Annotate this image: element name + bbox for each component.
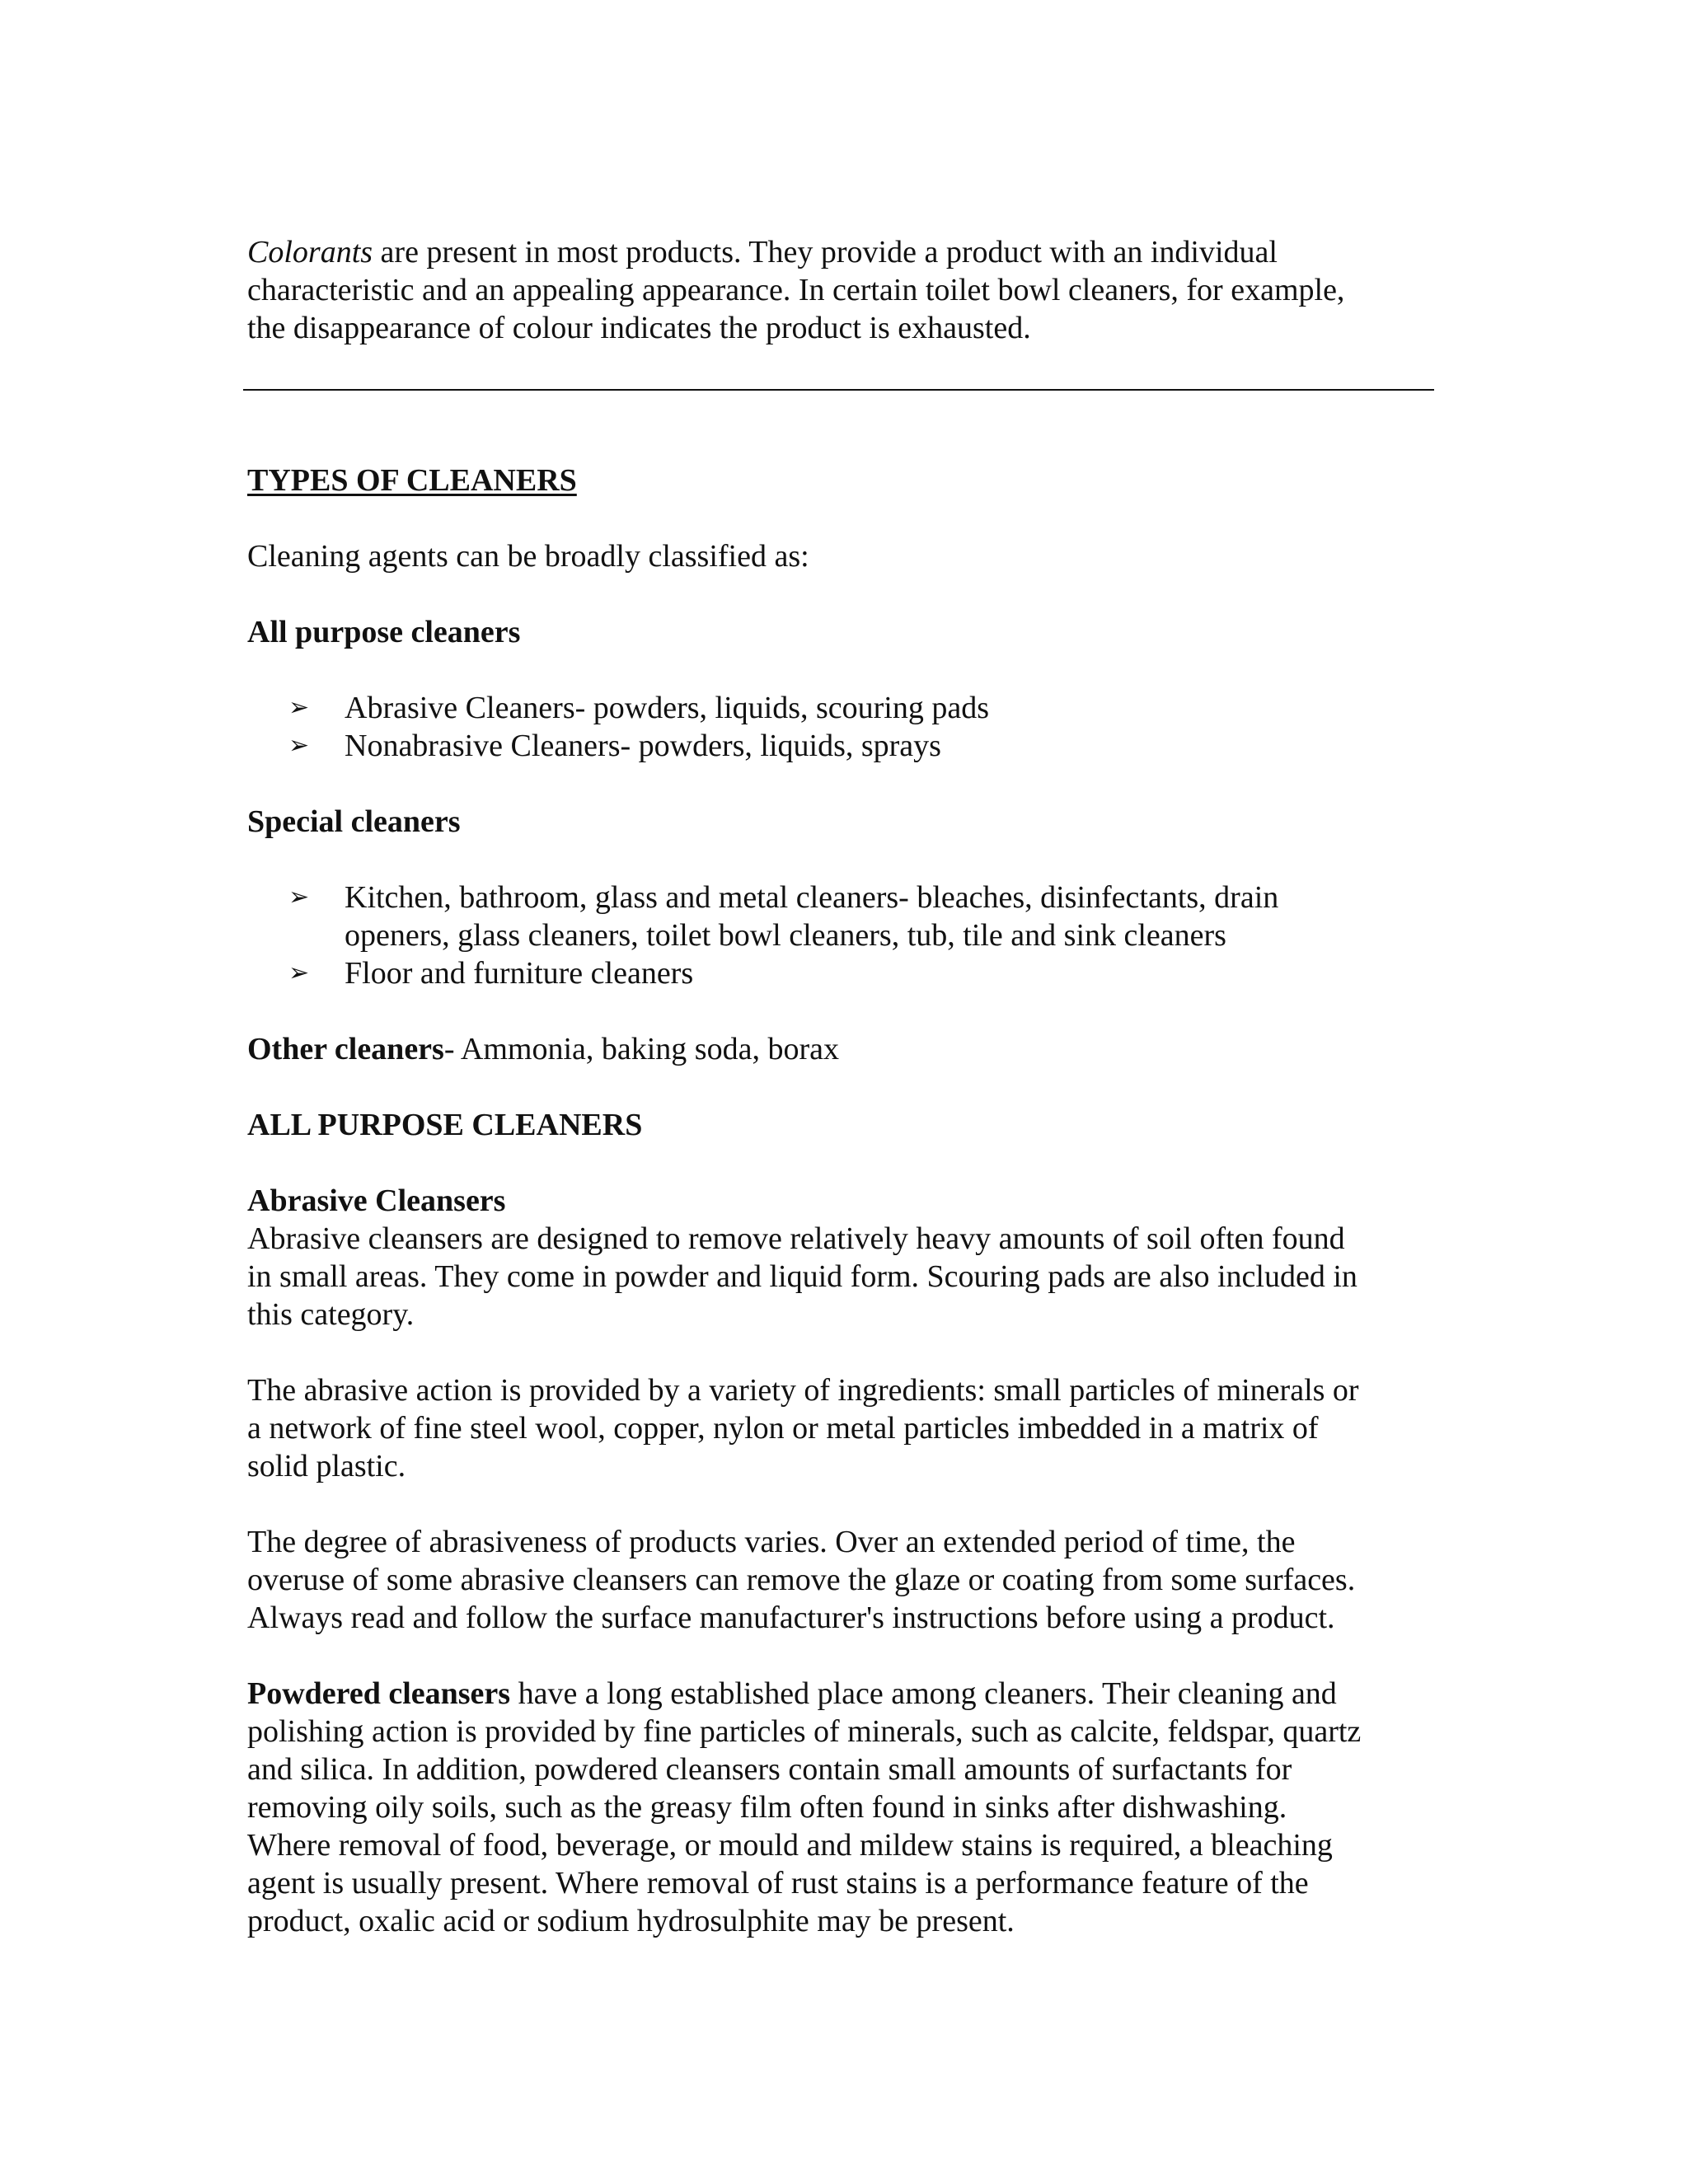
paragraph-line: The degree of abrasiveness of products varies. Over an extended period of time, the bbox=[247, 1525, 1296, 1559]
paragraph-line: and silica. In addition, powdered cleansers contain small amounts of surfactants for bbox=[247, 1752, 1292, 1787]
horizontal-divider bbox=[243, 389, 1434, 391]
paragraph-line: overuse of some abrasive cleansers can remove the glaze or coating from some surfaces. bbox=[247, 1563, 1356, 1597]
special-heading: Special cleaners bbox=[247, 804, 461, 839]
list-item: Abrasive Cleaners- powders, liquids, scouring pads bbox=[345, 691, 990, 725]
paragraph-line: solid plastic. bbox=[247, 1449, 406, 1483]
all-purpose-section-heading: ALL PURPOSE CLEANERS bbox=[247, 1108, 643, 1142]
list-item: Kitchen, bathroom, glass and metal cleaners- bleaches, disinfectants, drain bbox=[345, 880, 1279, 915]
powdered-cleansers-rest: have a long established place among cleaners. Their cleaning and bbox=[510, 1676, 1337, 1711]
other-cleaners-line bbox=[247, 1030, 839, 1068]
intro-line-1-rest: are present in most products. They provide a product with an individual bbox=[373, 235, 1278, 269]
paragraph-line: this category. bbox=[247, 1297, 415, 1332]
paragraph-line: a network of fine steel wool, copper, nylon or metal particles imbedded in a matrix of bbox=[247, 1411, 1319, 1446]
intro-line-2: characteristic and an appealing appearance. In certain toilet bowl cleaners, for example, bbox=[247, 273, 1345, 307]
intro-term: Colorants bbox=[247, 235, 373, 269]
abrasive-heading: Abrasive Cleansers bbox=[247, 1183, 506, 1218]
list-item-continuation: openers, glass cleaners, toilet bowl cleaners, tub, tile and sink cleaners bbox=[345, 918, 1226, 953]
paragraph-line: in small areas. They come in powder and liquid form. Scouring pads are also included in bbox=[247, 1259, 1357, 1294]
list-item: Floor and furniture cleaners bbox=[345, 956, 694, 991]
types-intro: Cleaning agents can be broadly classified as: bbox=[247, 539, 809, 574]
arrow-bullet-icon: ➢ bbox=[288, 958, 310, 987]
paragraph-line: polishing action is provided by fine particles of minerals, such as calcite, feldspar, quartz bbox=[247, 1714, 1362, 1749]
paragraph-line: product, oxalic acid or sodium hydrosulphite may be present. bbox=[247, 1904, 1015, 1938]
powdered-cleansers-line bbox=[247, 1675, 1337, 1713]
paragraph-line: Always read and follow the surface manufacturer's instructions before using a product. bbox=[247, 1601, 1335, 1635]
arrow-bullet-icon: ➢ bbox=[288, 883, 310, 912]
paragraph-line: Where removal of food, beverage, or mould and mildew stains is required, a bleaching bbox=[247, 1828, 1333, 1863]
arrow-bullet-icon: ➢ bbox=[288, 693, 310, 722]
other-cleaners-text: - Ammonia, baking soda, borax bbox=[443, 1032, 839, 1066]
paragraph-line: agent is usually present. Where removal of rust stains is a performance feature of the bbox=[247, 1866, 1309, 1900]
all-purpose-heading: All purpose cleaners bbox=[247, 615, 521, 649]
powdered-cleansers-term: Powdered cleansers bbox=[247, 1676, 511, 1711]
intro-line-3: the disappearance of colour indicates the product is exhausted. bbox=[247, 311, 1031, 345]
paragraph-line: Abrasive cleansers are designed to remove relatively heavy amounts of soil often found bbox=[247, 1221, 1345, 1256]
paragraph-line: removing oily soils, such as the greasy film often found in sinks after dishwashing. bbox=[247, 1790, 1287, 1825]
arrow-bullet-icon: ➢ bbox=[288, 731, 310, 760]
types-heading: TYPES OF CLEANERS bbox=[247, 463, 577, 498]
list-item: Nonabrasive Cleaners- powders, liquids, sprays bbox=[345, 729, 941, 763]
other-cleaners-label: Other cleaners bbox=[247, 1032, 444, 1066]
paragraph-line: The abrasive action is provided by a variety of ingredients: small particles of minerals or bbox=[247, 1373, 1359, 1408]
intro-line-1 bbox=[247, 233, 1278, 271]
